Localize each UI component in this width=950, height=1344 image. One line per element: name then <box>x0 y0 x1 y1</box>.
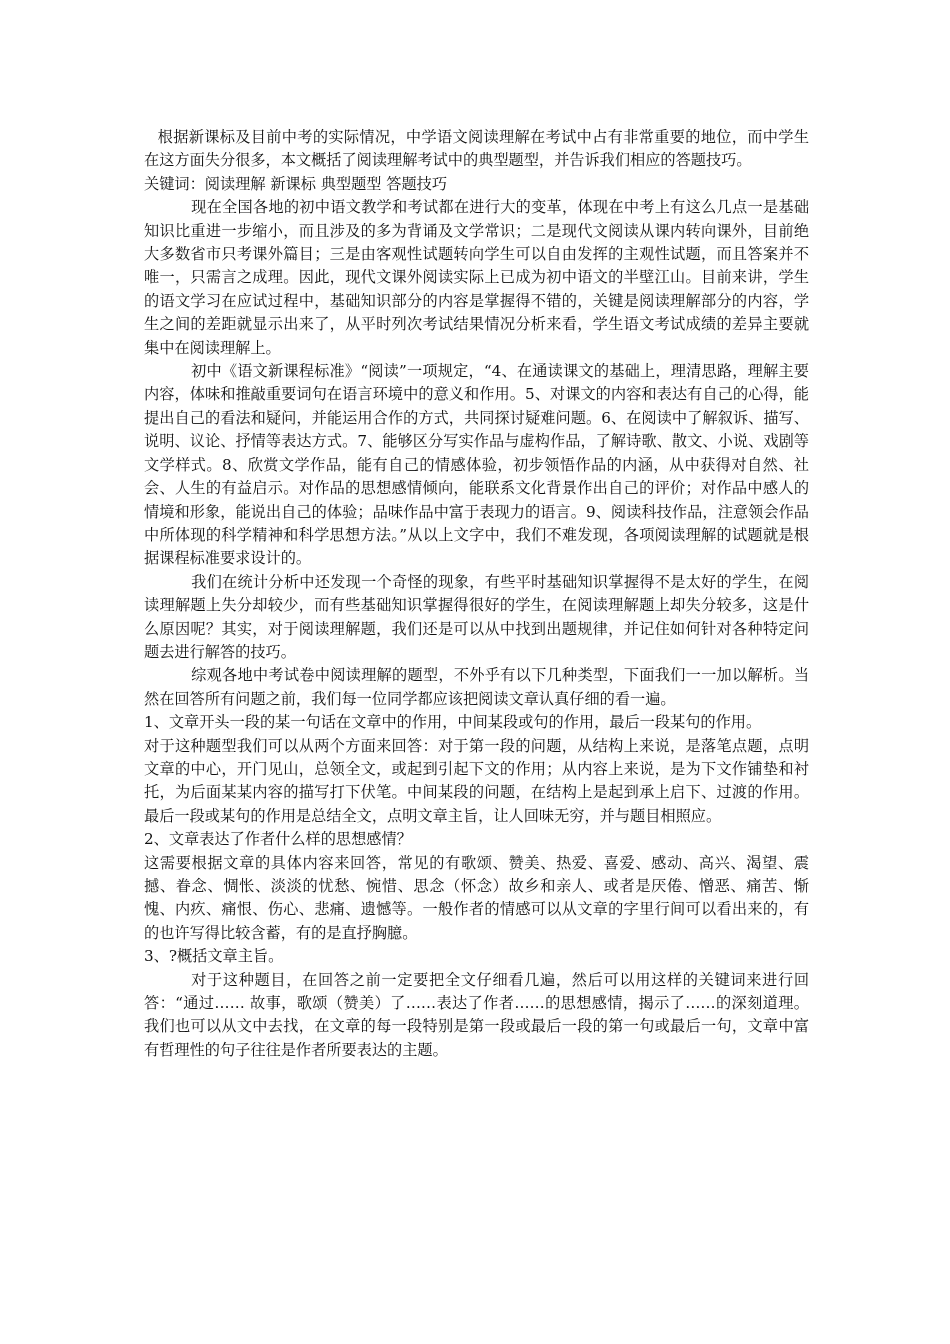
keywords-line: 关键词：阅读理解 新课标 典型题型 答题技巧 <box>144 174 448 193</box>
question-heading: 3、?概括文章主旨。 <box>144 947 284 966</box>
answer-paragraph: 对于这种题目，在回答之前一定要把全文仔细看几遍，然后可以用这样的关键词来进行回答：“通过…… 故事，歌颂（赞美）了……表达了作者……的思想感情，揭示了……的深刻道理。我们也可以从文中去找，在文章的每一段特别是第一段或最后一段的第一句或最后一句，文章中富有哲理性的句子往往是作者所要表达的主题。 <box>144 970 809 1059</box>
question-heading: 1、文章开头一段的某一句话在文章中的作用，中间某段或句的作用，最后一段某句的作用。 <box>144 713 762 732</box>
body-paragraph: 综观各地中考试卷中阅读理解的题型，不外乎有以下几种类型，下面我们一一加以解析。当然在回答所有问题之前，我们每一位同学都应该把阅读文章认真仔细的看一遍。 <box>144 666 809 708</box>
abstract-paragraph: 根据新课标及目前中考的实际情况，中学语文阅读理解在考试中占有非常重要的地位，而中学生在这方面失分很多，本文概括了阅读理解考试中的典型题型，并告诉我们相应的答题技巧。 <box>144 128 809 170</box>
document-body <box>144 126 809 1062</box>
body-paragraph: 现在全国各地的初中语文教学和考试都在进行大的变革，体现在中考上有这么几点一是基础知识比重进一步缩小，而且涉及的多为背诵及文学常识；二是现代文阅读从课内转向课外，目前绝大多数省市只考课外篇目；三是由客观性试题转向学生可以自由发挥的主观性试题，而且答案并不唯一，只需言之成理。因此，现代文课外阅读实际上已成为初中语文的半壁江山。目前来讲，学生的语文学习在应试过程中，基础知识部分的内容是掌握得不错的，关键是阅读理解部分的内容，学生之间的差距就显示出来了，从平时列次考试结果情况分析来看，学生语文考试成绩的差异主要就集中在阅读理解上。 <box>144 198 809 357</box>
answer-paragraph: 这需要根据文章的具体内容来回答，常见的有歌颂、赞美、热爱、喜爱、感动、高兴、渴望、震撼、眷念、惆怅、淡淡的忧愁、惋惜、思念（怀念）故乡和亲人、或者是厌倦、憎恶、痛苦、惭愧、内疚、痛恨、伤心、悲痛、遗憾等。一般作者的情感可以从文章的字里行间可以看出来的，有的也许写得比较含蓄，有的是直抒胸臆。 <box>144 853 809 942</box>
question-heading: 2、文章表达了作者什么样的思想感情？ <box>144 830 412 849</box>
body-paragraph: 初中《语文新课程标准》“阅读”一项规定，“4、在通读课文的基础上，理清思路，理解主要内容，体味和推敲重要词句在语言环境中的意义和作用。5、对课文的内容和表达有自己的心得，能提出自己的看法和疑问，并能运用合作的方式，共同探讨疑难问题。6、在阅读中了解叙诉、描写、说明、议论、抒情等表达方式。7、能够区分写实作品与虚构作品，了解诗歌、散文、小说、戏剧等文学样式。8、欣赏文学作品，能有自己的情感体验，初步领悟作品的内涵，从中获得对自然、社会、人生的有益启示。对作品的思想感情倾向，能联系文化背景作出自己的评价；对作品中感人的情境和形象，能说出自己的体验；品味作品中富于表现力的语言。9、阅读科技作品，注意领会作品中所体现的科学精神和科学思想方法。”从以上文字中，我们不难发现，各项阅读理解的试题就是根据课程标准要求设计的。 <box>144 362 809 568</box>
answer-paragraph: 对于这种题型我们可以从两个方面来回答：对于第一段的问题，从结构上来说，是落笔点题，点明文章的中心，开门见山，总领全文，或起到引起下文的作用；从内容上来说，是为下文作铺垫和衬托，为后面某某内容的描写打下伏笔。中间某段的问题，在结构上是起到承上启下、过渡的作用。最后一段或某句的作用是总结全文，点明文章主旨，让人回味无穷，并与题目相照应。 <box>144 736 809 825</box>
body-paragraph: 我们在统计分析中还发现一个奇怪的现象，有些平时基础知识掌握得不是太好的学生，在阅读理解题上失分却较少，而有些基础知识掌握得很好的学生，在阅读理解题上却失分较多，这是什么原因呢？其实，对于阅读理解题，我们还是可以从中找到出题规律，并记住如何针对各种特定问题去进行解答的技巧。 <box>144 572 809 661</box>
